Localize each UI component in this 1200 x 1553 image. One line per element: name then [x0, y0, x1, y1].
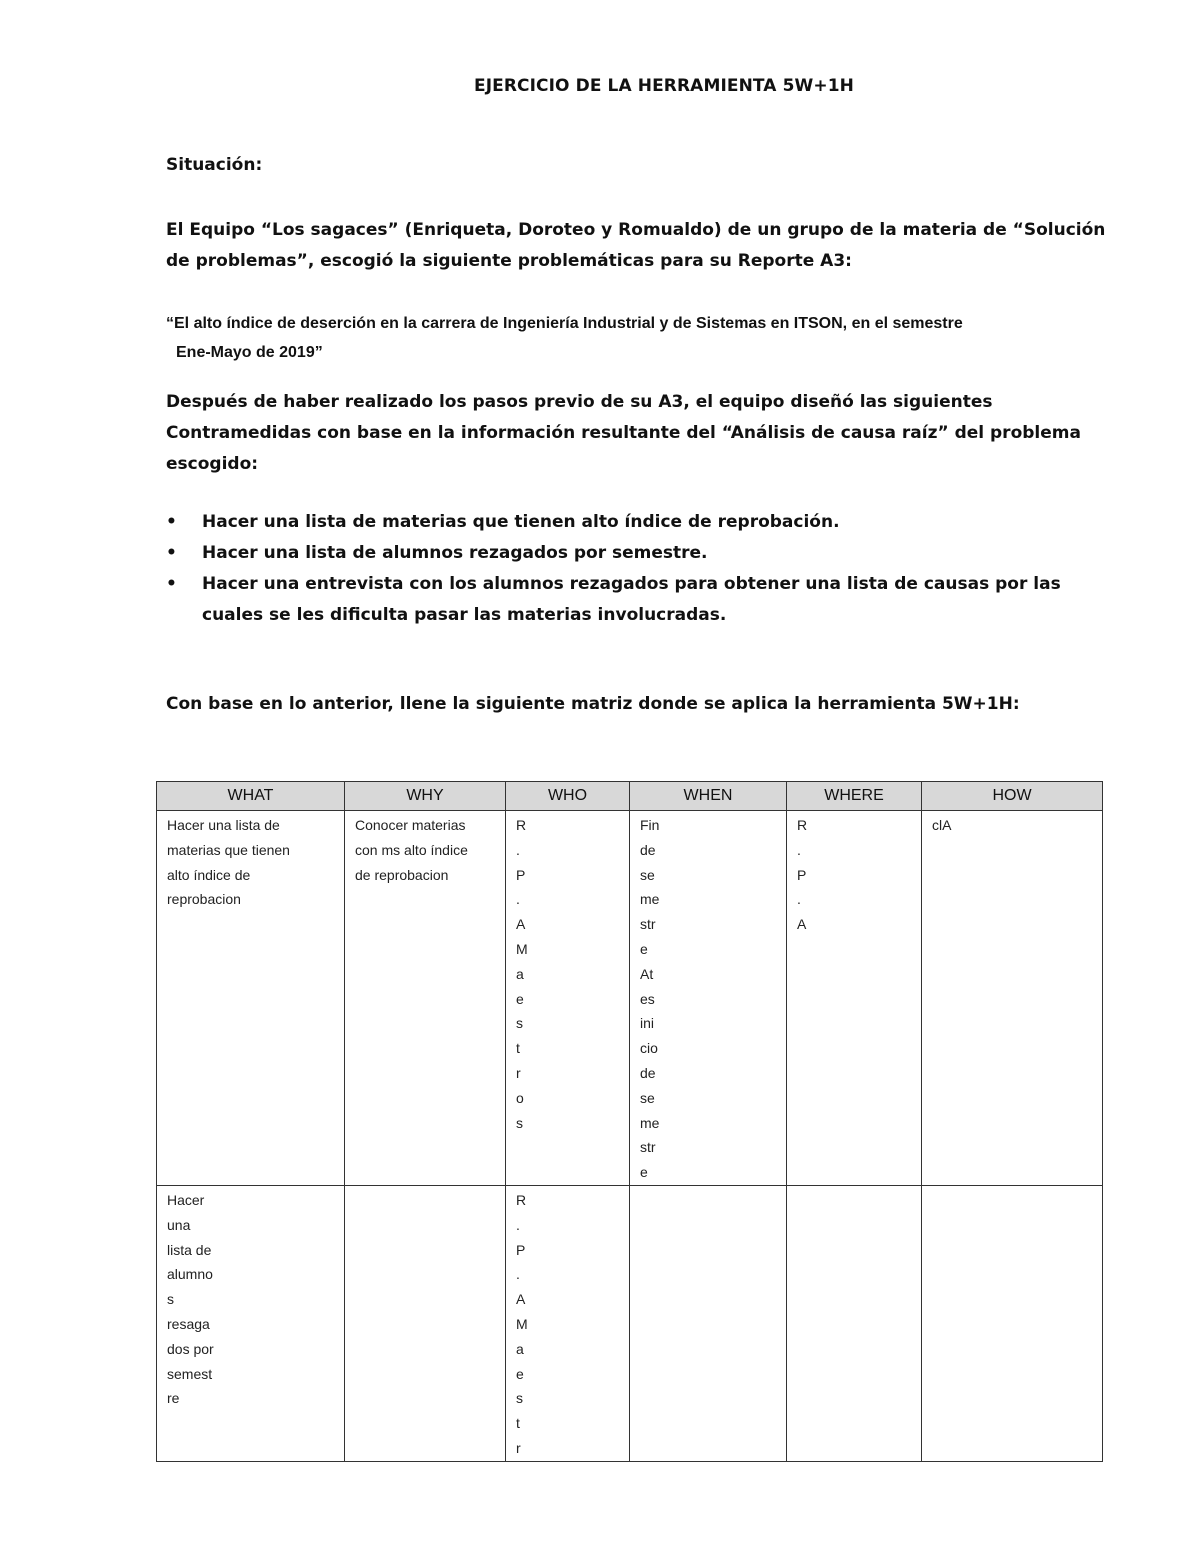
problem-statement-line: “El alto índice de deserción en la carrera de Ingeniería Industrial y de Sistemas en ITSON, en el semestre	[166, 315, 963, 332]
cell-text: .	[516, 841, 520, 858]
cell-text: es	[640, 990, 655, 1007]
cell-text: alumno	[167, 1266, 213, 1283]
cell-text: r	[516, 1439, 521, 1456]
cell-text: reprobacion	[167, 891, 241, 908]
cell-text: R	[516, 817, 527, 833]
column-header-what: WHAT	[157, 782, 345, 811]
cell-text: me	[640, 891, 660, 908]
cell-word: Conocer	[355, 817, 408, 833]
cell-text: P	[516, 866, 526, 883]
cell-who[interactable]	[506, 811, 630, 1186]
cell-why[interactable]	[345, 811, 506, 1186]
cell-what[interactable]	[157, 811, 345, 1186]
bullet-icon: •	[166, 543, 177, 563]
cell-when[interactable]	[630, 811, 787, 1186]
countermeasures-list	[166, 507, 1066, 631]
document-title: EJERCICIO DE LA HERRAMIENTA 5W+1H	[474, 76, 854, 96]
cell-text: resaga	[167, 1315, 210, 1332]
cell-text	[355, 813, 495, 838]
cell-text: P	[516, 1241, 526, 1258]
column-header-how: HOW	[922, 782, 1103, 811]
cell-word: con	[355, 841, 378, 858]
cell-text: e	[516, 990, 524, 1007]
problem-statement	[166, 309, 1046, 367]
cell-text: ini	[640, 1015, 655, 1032]
cell-text: me	[640, 1114, 660, 1131]
cell-text: o	[516, 1089, 524, 1106]
cell-text: t	[516, 1415, 520, 1432]
cell-text: de reprobacion	[355, 866, 449, 883]
cell-text: .	[516, 1216, 520, 1233]
countermeasures-line: Después de haber realizado los pasos previo de su A3, el equipo diseñó las siguientes	[166, 392, 993, 412]
cell-text: P	[797, 866, 807, 883]
cell-text: re	[167, 1390, 180, 1407]
problem-statement-line: Ene-Mayo de 2019”	[176, 344, 323, 361]
cell-text: M	[516, 1315, 528, 1332]
cell-text: .	[516, 891, 520, 908]
cell-text: clA	[932, 817, 952, 833]
intro-paragraph	[166, 215, 1106, 277]
cell-how[interactable]	[922, 1185, 1103, 1461]
cell-text: e	[640, 940, 648, 957]
cell-text: s	[516, 1390, 523, 1407]
bullet-icon: •	[166, 512, 177, 532]
cell-text: dos por	[167, 1340, 214, 1357]
table-header-row	[157, 782, 1103, 811]
cell-word: índice	[430, 841, 468, 858]
cell-text: .	[797, 891, 801, 908]
instruction-line: Con base en lo anterior, llene la siguiente matriz donde se aplica la herramienta 5W+1H:	[166, 694, 1020, 714]
cell-text: A	[516, 916, 526, 933]
cell-text: a	[516, 965, 524, 982]
column-header-when: WHEN	[630, 782, 787, 811]
cell-word: alto	[404, 841, 427, 858]
cell-text: A	[797, 916, 807, 933]
table-row	[157, 1185, 1103, 1461]
situation-heading: Situación:	[166, 155, 263, 175]
cell-word: materias	[411, 817, 466, 833]
cell-who[interactable]	[506, 1185, 630, 1461]
cell-what[interactable]	[157, 1185, 345, 1461]
list-item	[166, 569, 1066, 631]
list-item	[166, 507, 1066, 538]
cell-text: de	[640, 841, 656, 858]
column-header-why: WHY	[345, 782, 506, 811]
list-item-text: cuales se les dificulta pasar las materias involucradas.	[202, 605, 727, 625]
cell-text: M	[516, 940, 528, 957]
cell-text: de	[640, 1064, 656, 1081]
cell-text: str	[640, 1139, 656, 1156]
cell-text: cio	[640, 1040, 658, 1057]
list-item-text: Hacer una entrevista con los alumnos rezagados para obtener una lista de causas por las	[202, 574, 1061, 594]
cell-text: s	[516, 1114, 523, 1131]
cell-text: .	[797, 841, 801, 858]
cell-text: A	[516, 1291, 526, 1308]
list-item-text: Hacer una lista de alumnos rezagados por semestre.	[202, 543, 708, 563]
countermeasures-line: escogido:	[166, 454, 259, 474]
countermeasures-intro	[166, 387, 1081, 480]
cell-text: R	[516, 1191, 527, 1208]
cell-text: e	[516, 1365, 524, 1382]
list-item-text: Hacer una lista de materias que tienen alto índice de reprobación.	[202, 512, 840, 532]
cell-text: una	[167, 1216, 191, 1233]
table-row	[157, 811, 1103, 1186]
bullet-icon: •	[166, 574, 177, 594]
cell-where[interactable]	[787, 811, 922, 1186]
cell-word: ms	[381, 841, 401, 858]
cell-how[interactable]	[922, 811, 1103, 1186]
5w1h-matrix-table	[156, 781, 1103, 1462]
cell-text: At	[640, 965, 654, 982]
cell-text: alto índice de	[167, 866, 251, 883]
cell-text: t	[516, 1040, 520, 1057]
cell-text: e	[640, 1164, 648, 1181]
cell-text: se	[640, 866, 655, 883]
cell-text: se	[640, 1089, 655, 1106]
cell-text: .	[516, 1266, 520, 1283]
cell-text: materias que tienen	[167, 841, 290, 858]
cell-text: Hacer una lista de	[167, 817, 280, 833]
cell-text: lista de	[167, 1241, 212, 1258]
cell-when[interactable]	[630, 1185, 787, 1461]
cell-where[interactable]	[787, 1185, 922, 1461]
cell-text: a	[516, 1340, 524, 1357]
intro-line: El Equipo “Los sagaces” (Enriqueta, Doroteo y Romualdo) de un grupo de la materia de “Solución	[166, 220, 1106, 240]
intro-line: de problemas”, escogió la siguiente problemáticas para su Reporte A3:	[166, 251, 852, 271]
countermeasures-line: Contramedidas con base en la información resultante del “Análisis de causa raíz” del problema	[166, 423, 1081, 443]
cell-text: R	[797, 817, 808, 833]
cell-text: s	[167, 1291, 174, 1308]
cell-text: Fin	[640, 817, 660, 833]
cell-text: Hacer	[167, 1191, 205, 1208]
cell-why[interactable]	[345, 1185, 506, 1461]
column-header-who: WHO	[506, 782, 630, 811]
column-header-where: WHERE	[787, 782, 922, 811]
instruction-text	[166, 689, 1066, 720]
cell-text: semest	[167, 1365, 213, 1382]
cell-text: r	[516, 1064, 521, 1081]
cell-text: str	[640, 916, 656, 933]
cell-text	[355, 838, 495, 863]
cell-text: s	[516, 1015, 523, 1032]
list-item	[166, 538, 1066, 569]
